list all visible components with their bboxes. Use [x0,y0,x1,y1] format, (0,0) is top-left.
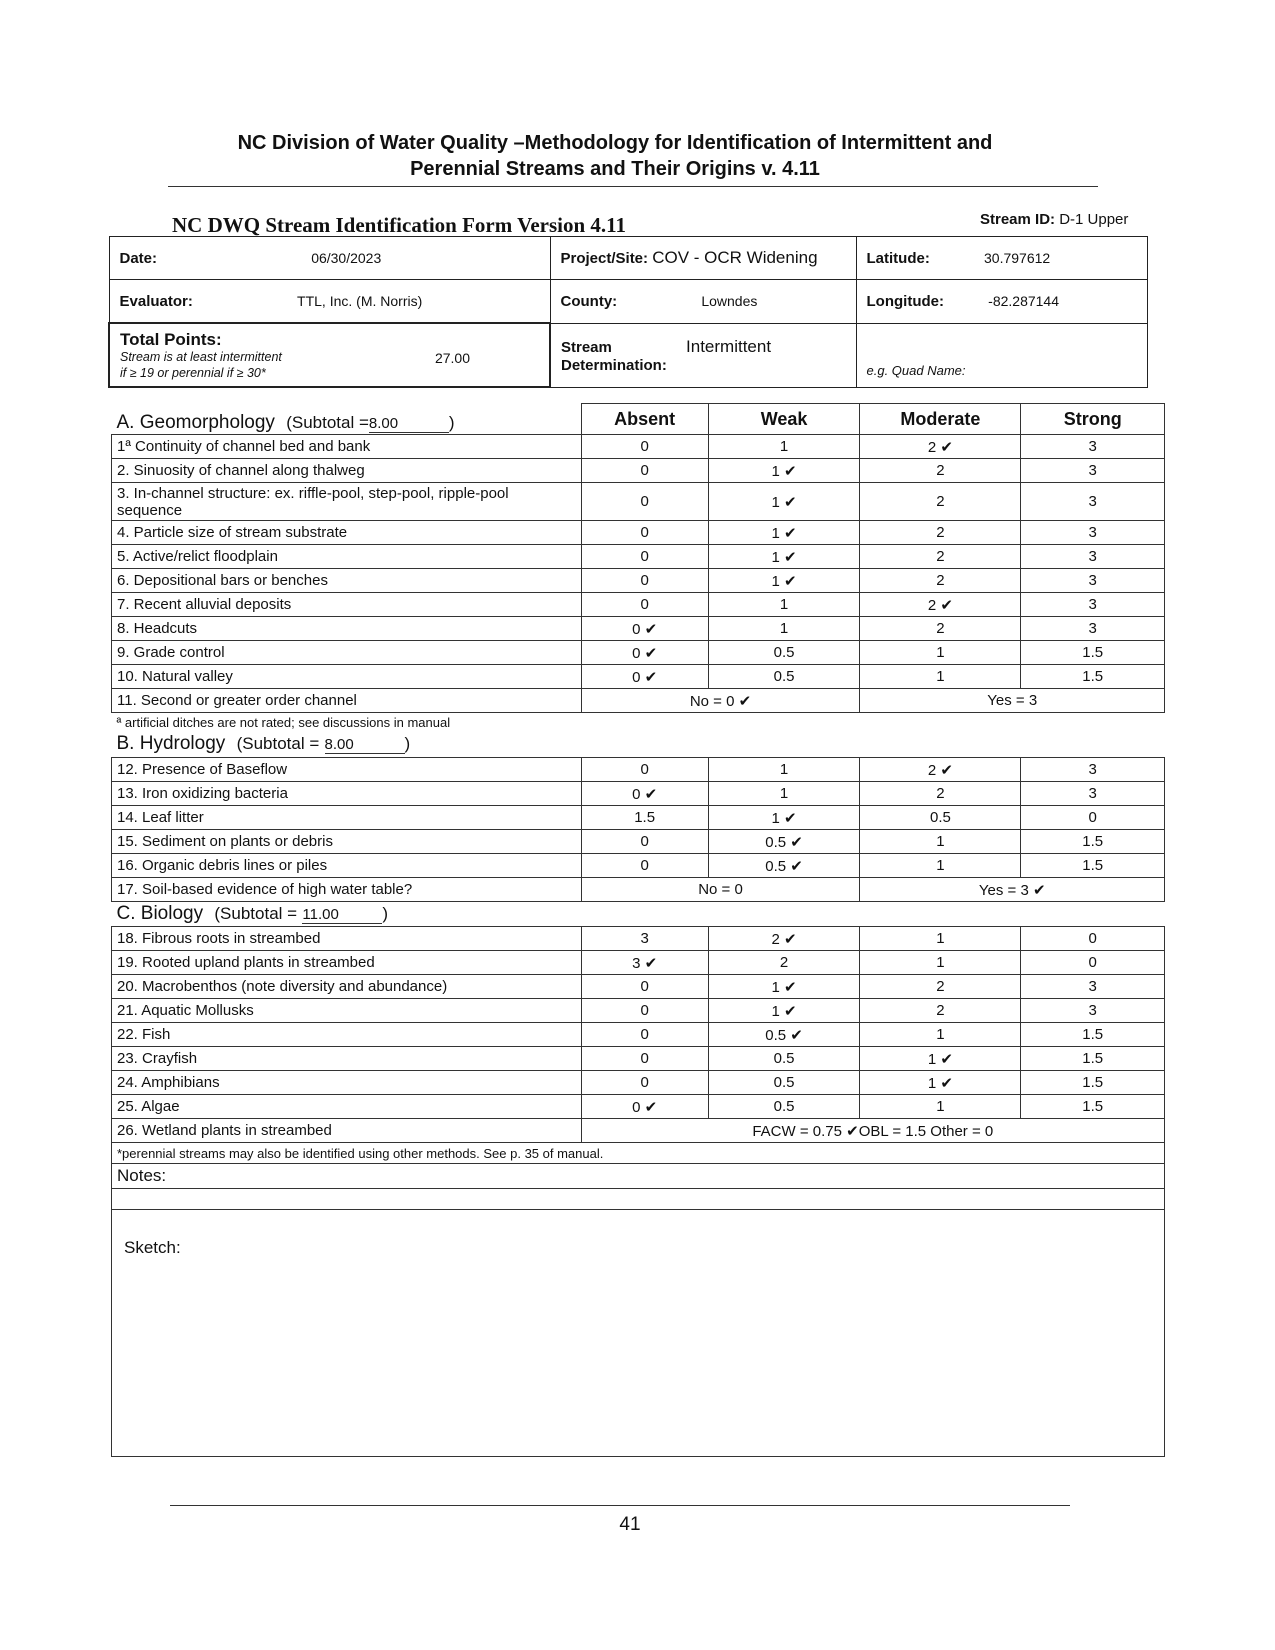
score-cell[interactable]: 0.5 ✔ [708,854,860,878]
table-row [112,435,1165,459]
footer-divider [170,1505,1070,1506]
score-cell[interactable]: 0 ✔ [581,665,708,689]
score-cell[interactable]: 3 [1021,593,1165,617]
col-weak: Weak [708,404,860,435]
table-row [112,617,1165,641]
row-label: 22. Fish [112,1023,582,1047]
score-cell[interactable]: 1 [860,951,1021,975]
score-cell[interactable]: 1 [860,1023,1021,1047]
score-cell[interactable]: 2 [860,569,1021,593]
score-cell[interactable]: 0 [581,521,708,545]
score-cell[interactable]: 2 [860,999,1021,1023]
score-cell[interactable]: 1.5 [1021,665,1165,689]
county-value[interactable]: Lowndes [701,292,758,309]
site-info-table [108,236,1148,388]
score-cell[interactable]: 3 [1021,758,1165,782]
table-row [112,999,1165,1023]
score-cell[interactable]: 2 ✔ [860,593,1021,617]
score-cell[interactable]: 0 [581,1023,708,1047]
table-row [112,975,1165,999]
score-cell[interactable]: 1.5 [1021,854,1165,878]
score-cell[interactable]: 1 [708,435,860,459]
total-points-value[interactable]: 27.00 [434,350,470,366]
stream-det-label1: Stream [561,338,612,356]
row-label: 14. Leaf litter [112,806,582,830]
form-title: NC DWQ Stream Identification Form Version 4.11 [172,213,627,237]
score-cell[interactable]: 2 [708,951,860,975]
table-row [112,483,1165,521]
row-label: 15. Sediment on plants or debris [112,830,582,854]
notes-field[interactable] [112,1164,1165,1189]
row-label: 23. Crayfish [112,1047,582,1071]
section-a-title: A. Geomorphology [116,412,275,433]
score-cell[interactable]: 2 [860,617,1021,641]
score-cell[interactable]: 2 ✔ [860,435,1021,459]
score-cell[interactable]: 0 [581,435,708,459]
score-table [111,403,1165,1457]
score-cell[interactable]: 3 [1021,569,1165,593]
score-cell[interactable]: 0 [581,459,708,483]
notes-line[interactable] [112,1189,1165,1210]
table-row [112,758,1165,782]
score-cell[interactable]: 2 [860,545,1021,569]
score-cell[interactable]: 0 [581,569,708,593]
project-cell [550,237,856,280]
score-cell[interactable]: 1 ✔ [708,483,860,521]
score-cell[interactable]: 1 ✔ [708,459,860,483]
score-cell[interactable]: 1.5 [1021,641,1165,665]
row-label: 1ª Continuity of channel bed and bank [112,435,582,459]
table-row [112,1071,1165,1095]
row-label: 3. In-channel structure: ex. riffle-pool, step-pool, ripple-pool sequence [112,483,582,521]
score-cell[interactable]: 1 [708,617,860,641]
score-cell[interactable]: 0.5 [708,665,860,689]
quad-label: e.g. Quad Name: [866,362,966,378]
county-cell [550,280,856,324]
score-cell[interactable]: 2 [860,459,1021,483]
score-cell[interactable]: 0 [1021,951,1165,975]
score-cell[interactable]: 2 [860,975,1021,999]
longitude-value[interactable]: -82.287144 [988,292,1059,309]
table-row [112,878,1165,902]
score-cell[interactable]: 1 ✔ [708,545,860,569]
section-c-subtotal-value[interactable]: 11.00 [302,906,382,924]
score-cell[interactable]: 1.5 [581,806,708,830]
stream-determination-cell [550,323,856,387]
row-label: 18. Fibrous roots in streambed [112,927,582,951]
score-cell[interactable]: 1 [860,830,1021,854]
date-label: Date: [119,249,158,267]
page-title [150,130,1080,182]
score-cell[interactable]: 0.5 [708,641,860,665]
score-cell[interactable]: 3 [1021,999,1165,1023]
score-cell[interactable]: 0 [581,1071,708,1095]
col-moderate: Moderate [860,404,1021,435]
score-cell[interactable]: 1 ✔ [708,806,860,830]
page-number: 41 [619,1514,641,1535]
title-divider [168,186,1098,187]
score-cell[interactable]: 3 [1021,545,1165,569]
score-cell[interactable]: 0 [581,999,708,1023]
stream-id-label: Stream ID: [980,211,1056,228]
stream-id-value: D-1 Upper [1059,211,1129,228]
score-cell[interactable]: 1 [708,782,860,806]
score-cell[interactable]: 1 ✔ [860,1047,1021,1071]
table-row [112,1023,1165,1047]
score-cell[interactable]: 1 [860,1095,1021,1119]
total-points-note2: if ≥ 19 or perennial if ≥ 30* [120,366,266,380]
table-row [112,545,1165,569]
row-label: 26. Wetland plants in streambed [112,1119,582,1143]
score-cell[interactable]: 0.5 [708,1095,860,1119]
score-cell[interactable]: 3 [581,927,708,951]
notes-label: Notes: [117,1166,167,1185]
longitude-cell [856,280,1148,324]
table-row [112,951,1165,975]
longitude-label: Longitude: [866,292,944,310]
score-cell[interactable]: 0 ✔ [581,617,708,641]
table-row [112,854,1165,878]
score-cell[interactable]: 0 [581,483,708,521]
score-cell[interactable]: 1.5 [1021,830,1165,854]
score-cell[interactable]: 3 [1021,782,1165,806]
evaluator-label: Evaluator: [119,292,193,310]
score-cell[interactable]: 1 [708,593,860,617]
row-label: 25. Algae [112,1095,582,1119]
page-title-line2: Perennial Streams and Their Origins v. 4.11 [410,158,820,180]
total-points-note1: Stream is at least intermittent [120,350,282,364]
row-label: 20. Macrobenthos (note diversity and abundance) [112,975,582,999]
score-cell[interactable]: 1.5 [1021,1047,1165,1071]
table-row [112,1119,1165,1143]
footnote-ditches: ª artificial ditches are not rated; see discussions in manual [116,714,451,730]
table-row [112,1047,1165,1071]
sketch-label: Sketch: [124,1238,181,1257]
stream-det-label2: Determination: [561,356,667,374]
score-cell[interactable]: 3 [1021,617,1165,641]
score-cell[interactable]: 1 [860,854,1021,878]
project-label: Project/Site: [560,250,649,267]
score-cell[interactable]: 0 [581,593,708,617]
row-label: 5. Active/relict floodplain [112,545,582,569]
score-cell[interactable]: 2 ✔ [708,927,860,951]
score-cell[interactable]: 0 ✔ [581,641,708,665]
row-label: 4. Particle size of stream substrate [112,521,582,545]
footnote-perennial: *perennial streams may also be identified using other methods. See p. 35 of manual. [112,1143,1165,1164]
table-row [112,569,1165,593]
row-label: 21. Aquatic Mollusks [112,999,582,1023]
score-cell[interactable]: 2 [860,782,1021,806]
row-label: 8. Headcuts [112,617,582,641]
sketch-area[interactable] [112,1210,1165,1457]
score-cell[interactable]: 2 [860,521,1021,545]
section-b-heading: B. Hydrology (Subtotal = 8.00 ) [116,733,411,754]
score-cell[interactable]: 1 [860,641,1021,665]
score-cell[interactable]: 1 [708,758,860,782]
score-cell[interactable]: 0 [581,830,708,854]
evaluator-value[interactable]: TTL, Inc. (M. Norris) [297,292,423,309]
score-cell[interactable]: 1 [860,665,1021,689]
latitude-label: Latitude: [866,249,930,267]
score-cell[interactable]: 0 [1021,927,1165,951]
table-row [112,1095,1165,1119]
score-cell[interactable]: 1 ✔ [708,569,860,593]
row-label: 9. Grade control [112,641,582,665]
table-row [112,593,1165,617]
score-cell[interactable]: 2 [860,483,1021,521]
table-row [112,806,1165,830]
row-label: 19. Rooted upland plants in streambed [112,951,582,975]
score-cell[interactable]: 0 ✔ [581,782,708,806]
table-row [112,665,1165,689]
table-row [112,459,1165,483]
section-c-heading: C. Biology (Subtotal = 11.00 ) [116,903,389,924]
score-cell[interactable]: 1 [860,927,1021,951]
section-a-heading: A. Geomorphology (Subtotal =8.00 ) [112,404,582,435]
score-cell[interactable]: 0 ✔ [581,1095,708,1119]
score-cell[interactable]: 2 ✔ [860,758,1021,782]
table-row [112,830,1165,854]
row-label: 13. Iron oxidizing bacteria [112,782,582,806]
county-label: County: [560,292,618,310]
wetland-plants-options[interactable]: FACW = 0.75 ✔OBL = 1.5 Other = 0 [581,1119,1164,1143]
section-b-subtotal-label: (Subtotal = [236,734,320,753]
row-label: 17. Soil-based evidence of high water table? [112,878,582,902]
score-cell[interactable]: 0 [581,758,708,782]
score-cell[interactable]: 0 [1021,806,1165,830]
row-label: 10. Natural valley [112,665,582,689]
score-cell[interactable]: 1.5 [1021,1095,1165,1119]
table-row [112,641,1165,665]
col-absent: Absent [581,404,708,435]
section-c-subtotal-label: (Subtotal = [214,904,298,923]
no-option[interactable]: No = 0 [581,878,860,902]
score-cell[interactable]: 0.5 [708,1071,860,1095]
score-cell[interactable]: 1 ✔ [708,975,860,999]
latitude-value[interactable]: 30.797612 [984,249,1051,266]
score-cell[interactable]: 0.5 ✔ [708,1023,860,1047]
total-points-cell [109,323,550,387]
yes-option[interactable]: Yes = 3 [860,689,1165,713]
total-points-label: Total Points: [120,330,222,349]
table-row [112,782,1165,806]
row-label: 11. Second or greater order channel [112,689,582,713]
project-value[interactable]: COV - OCR Widening [652,248,818,267]
table-row [112,927,1165,951]
score-cell[interactable]: 0 [581,975,708,999]
row-label: 6. Depositional bars or benches [112,569,582,593]
section-b-title: B. Hydrology [116,733,226,754]
stream-det-value[interactable]: Intermittent [686,336,772,356]
score-cell[interactable]: 3 ✔ [581,951,708,975]
score-cell[interactable]: 3 [1021,483,1165,521]
score-cell[interactable]: 3 [1021,975,1165,999]
score-cell[interactable]: 0.5 [860,806,1021,830]
row-label: 24. Amphibians [112,1071,582,1095]
section-a-subtotal-label: (Subtotal = [286,413,369,432]
no-option[interactable]: No = 0 ✔ [581,689,860,713]
row-label: 16. Organic debris lines or piles [112,854,582,878]
score-cell[interactable]: 1 ✔ [708,999,860,1023]
stream-id [980,211,1128,228]
score-cell[interactable]: 1.5 [1021,1071,1165,1095]
row-label: 2. Sinuosity of channel along thalweg [112,459,582,483]
table-row [112,521,1165,545]
score-cell[interactable]: 3 [1021,459,1165,483]
score-cell[interactable]: 0.5 [708,1047,860,1071]
date-value[interactable]: 06/30/2023 [311,249,382,266]
quad-cell [856,323,1148,387]
date-cell [109,237,550,280]
yes-option[interactable]: Yes = 3 ✔ [860,878,1165,902]
score-cell[interactable]: 3 [1021,435,1165,459]
table-row [112,689,1165,713]
section-a-subtotal-value[interactable]: 8.00 [369,415,449,433]
score-cell[interactable]: 0 [581,545,708,569]
row-label: 12. Presence of Baseflow [112,758,582,782]
row-label: 7. Recent alluvial deposits [112,593,582,617]
page-title-line1: NC Division of Water Quality –Methodology for Identification of Intermittent and [237,132,993,154]
score-cell[interactable]: 0 [581,1047,708,1071]
score-cell[interactable]: 3 [1021,521,1165,545]
section-c-title: C. Biology [116,903,204,924]
latitude-cell [856,237,1148,280]
evaluator-cell [109,280,550,324]
score-cell[interactable]: 0.5 ✔ [708,830,860,854]
col-strong: Strong [1021,404,1165,435]
score-cell[interactable]: 1 ✔ [708,521,860,545]
score-cell[interactable]: 0 [581,854,708,878]
score-cell[interactable]: 1 ✔ [860,1071,1021,1095]
section-b-subtotal-value[interactable]: 8.00 [325,736,405,754]
score-cell[interactable]: 1.5 [1021,1023,1165,1047]
